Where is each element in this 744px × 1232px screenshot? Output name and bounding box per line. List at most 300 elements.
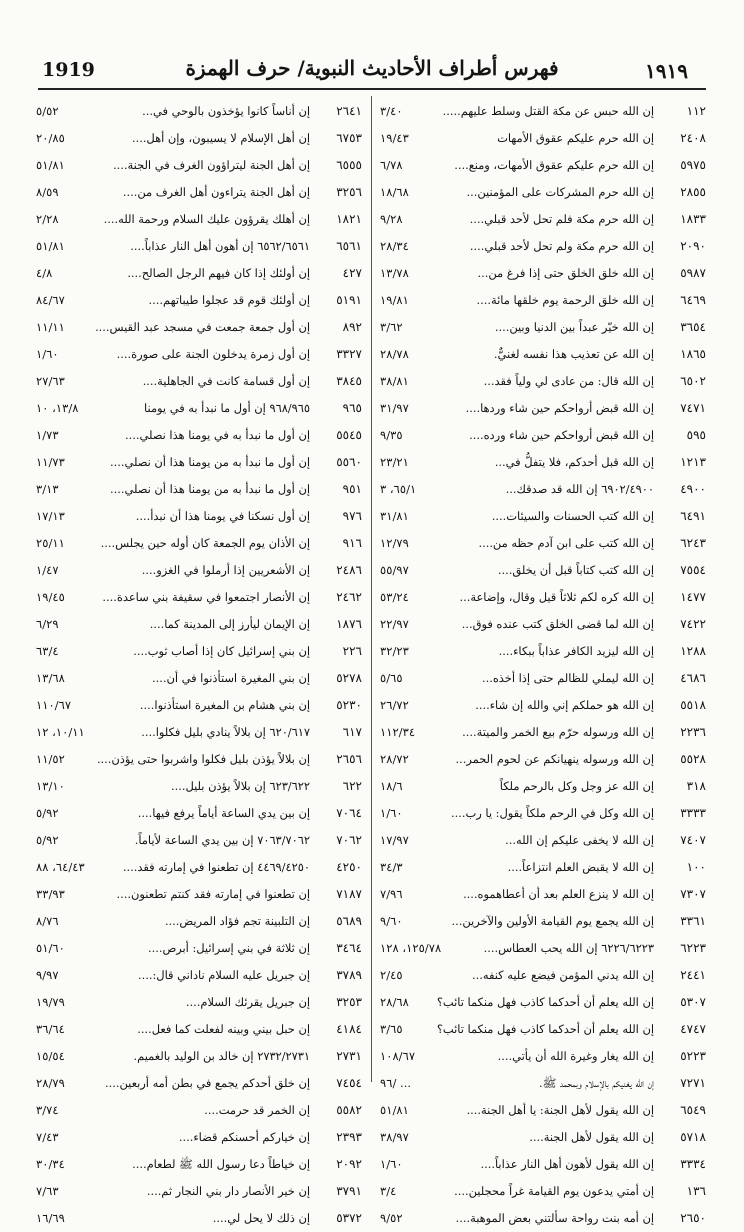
hadith-text: ٢٧٣٢/٢٧٣١ إن خالد بن الوليد بالغميم. — [133, 1049, 310, 1063]
entry-number: ١١٢ — [686, 104, 706, 118]
entry-number: ٢٢٣٦ — [680, 725, 706, 739]
entry-number: ٣٣٢٧ — [336, 347, 362, 361]
index-entry — [36, 584, 362, 611]
hadith-text: إن ذلك لا يحل لي.... — [212, 1211, 310, 1225]
index-entry — [380, 692, 706, 719]
hadith-text: إن أهلك يقرؤون عليك السلام ورحمة الله.... — [103, 212, 310, 226]
index-entry — [36, 476, 362, 503]
left-column — [36, 98, 362, 1232]
index-entry — [36, 746, 362, 773]
hadith-text: إن أناساً كانوا يؤخذون بالوحي في... — [142, 104, 310, 118]
index-entry — [36, 206, 362, 233]
entry-reference: ٣١/٩٧ — [380, 401, 409, 415]
index-entry — [380, 206, 706, 233]
index-entry — [36, 98, 362, 125]
entry-number: ٢٦٥٦ — [336, 752, 362, 766]
hadith-text: ٦٩٠٢/٤٩٠٠ إن الله قد صدقك... — [505, 482, 654, 496]
entry-reference: ٢٨/٧٩ — [36, 1076, 65, 1090]
entry-number: ٢٦٤١ — [336, 104, 362, 118]
index-entry — [380, 854, 706, 881]
entry-reference: ٢٢/٩٧ — [380, 617, 409, 631]
index-entry — [36, 287, 362, 314]
index-entry — [380, 287, 706, 314]
index-entry — [36, 1205, 362, 1232]
hadith-text: إن بني المغيرة استأذنوا في أن.... — [151, 671, 310, 685]
hadith-text: إن خياطاً دعا رسول الله ﷺ لطعام.... — [132, 1157, 310, 1171]
entry-reference: ٩/٥٢ — [380, 1211, 403, 1225]
index-entry — [36, 692, 362, 719]
entry-number: ٣٤٦٤ — [336, 941, 362, 955]
entry-reference: ٣٤/٣ — [380, 860, 403, 874]
entry-number: ٤٧٤٧ — [680, 1022, 706, 1036]
index-entry — [380, 1124, 706, 1151]
entry-number: ٧٤٧١ — [680, 401, 706, 415]
hadith-text: إن الله يغنيكم بالإسلام وبمحمد ﷺ. — [539, 1076, 654, 1090]
entry-reference: ٣٠/٣٤ — [36, 1157, 65, 1171]
index-entry — [36, 989, 362, 1016]
index-entry — [380, 962, 706, 989]
hadith-text: إن الله لا ينزع العلم بعد أن أعطاهموه.... — [463, 887, 654, 901]
index-entry — [36, 962, 362, 989]
hadith-text: إن أول ما نبدأ به في يومنا هذا نصلي.... — [125, 428, 310, 442]
entry-number: ٥٩٨٧ — [680, 266, 706, 280]
hadith-text: إن الله ورسوله ينهيانكم عن لحوم الحمر... — [455, 752, 654, 766]
page-number-arabic: ١٩١٩ — [645, 59, 688, 83]
index-entry — [380, 746, 706, 773]
entry-reference: ٦٣/٤ — [36, 644, 59, 658]
entry-reference: ١/٤٧ — [36, 563, 59, 577]
index-entry — [36, 881, 362, 908]
entry-reference: ٢٨/٧٢ — [380, 752, 409, 766]
index-entry — [36, 503, 362, 530]
hadith-text: إن الله ليملي للظالم حتى إذا أخذه... — [481, 671, 654, 685]
index-entry — [380, 368, 706, 395]
entry-number: ١٠٠ — [686, 860, 706, 874]
entry-number: ٣٧٩١ — [336, 1184, 362, 1198]
index-entry — [380, 935, 706, 962]
index-entry — [380, 179, 706, 206]
hadith-text: إن الإيمان ليأرز إلى المدينة كما.... — [149, 617, 310, 631]
page-number-latin: 1919 — [42, 59, 95, 81]
entry-number: ٦٤٩١ — [680, 509, 706, 523]
entry-reference: ١٩/٤٣ — [380, 131, 409, 145]
entry-number: ٢٧٣١ — [336, 1049, 362, 1063]
index-entry — [380, 719, 706, 746]
index-entry — [380, 395, 706, 422]
index-entry — [36, 314, 362, 341]
entry-reference: ٥/٩٢ — [36, 806, 59, 820]
index-entry — [36, 260, 362, 287]
hadith-text: إن الله هو حملكم إني والله إن شاء.... — [475, 698, 654, 712]
hadith-text: إن أول ما نبدأ به من يومنا هذا أن نصلي.... — [110, 482, 310, 496]
hadith-text: إن الله يجمع يوم القيامة الأولين والآخرين... — [451, 914, 654, 928]
entry-reference: ٨/٥٩ — [36, 185, 59, 199]
index-entry — [380, 800, 706, 827]
index-entry — [36, 800, 362, 827]
index-entry — [36, 152, 362, 179]
entry-reference: ٣/١٣ — [36, 482, 59, 496]
index-entry — [380, 989, 706, 1016]
entry-reference: ٣/٤ — [380, 1184, 397, 1198]
index-entry — [380, 665, 706, 692]
entry-reference: ١٥/٥٤ — [36, 1049, 65, 1063]
hadith-text: إن الأنصار اجتمعوا في سقيفة بني ساعدة.... — [102, 590, 310, 604]
page-title: فهرس أطراف الأحاديث النبوية/ حرف الهمزة — [185, 56, 559, 80]
index-entry — [36, 854, 362, 881]
entry-reference: ٣٣/٩٣ — [36, 887, 65, 901]
index-entry — [36, 1178, 362, 1205]
hadith-text: إن أول ما نبدأ به من يومنا هذا أن نصلي.... — [110, 455, 310, 469]
entry-reference: ١٠/١١، ١٢ — [36, 725, 85, 739]
hadith-text: إن أمه بنت رواحة سألتني بعض الموهبة.... — [455, 1211, 654, 1225]
index-entry — [380, 1205, 706, 1232]
entry-number: ٥٩٧٥ — [680, 158, 706, 172]
entry-reference: ٣/٦٥ — [380, 1022, 403, 1036]
entry-number: ١٨٦٥ — [680, 347, 706, 361]
entry-number: ٧٠٦٢ — [336, 833, 362, 847]
hadith-text: إن أول جمعة جمعت في مسجد عبد القيس.... — [95, 320, 310, 334]
entry-reference: ١٨/٦ — [380, 779, 403, 793]
hadith-text: إن أمتي يدعون يوم القيامة غراً محجلين.... — [454, 1184, 654, 1198]
entry-number: ٣٨٤٥ — [336, 374, 362, 388]
hadith-text: إن الله حبس عن مكة القتل وسلط عليهم..... — [442, 104, 654, 118]
hadith-text: إن الله قبض أرواحكم حين شاء وردها.... — [465, 401, 654, 415]
entry-reference: ١٢٥/٧٨، ١٢٨ — [380, 941, 442, 955]
entry-number: ٥٩٥ — [686, 428, 706, 442]
hadith-text: إن خلق أحدكم يجمع في بطن أمه أربعين.... — [105, 1076, 310, 1090]
entry-number: ٢٤٦٢ — [336, 590, 362, 604]
entry-number: ١٢١٣ — [680, 455, 706, 469]
entry-number: ٥٦٨٩ — [336, 914, 362, 928]
column-divider — [371, 96, 372, 1082]
entry-reference: ٥١/٨١ — [36, 158, 65, 172]
entry-reference: ٥١/٨١ — [380, 1103, 409, 1117]
entry-number: ٥٣٧٢ — [336, 1211, 362, 1225]
entry-number: ٤٩٠٠ — [680, 482, 706, 496]
hadith-text: إن الله كتب الحسنات والسيئات.... — [491, 509, 654, 523]
index-entry — [36, 611, 362, 638]
page-header — [38, 56, 706, 86]
entry-number: ٧٣٠٧ — [680, 887, 706, 901]
index-entry — [380, 1070, 706, 1097]
hadith-text: إن الله كتب كتاباً قبل أن يخلق.... — [497, 563, 654, 577]
entry-reference: ٩/٢٨ — [380, 212, 403, 226]
index-entry — [380, 1043, 706, 1070]
hadith-text: إن الله خلق الخلق حتى إذا فرغ من... — [477, 266, 654, 280]
entry-reference: ١١٠/٦٧ — [36, 698, 72, 712]
index-entry — [36, 908, 362, 935]
entry-reference: ١٧/٩٧ — [380, 833, 409, 847]
entry-reference: ١١٢/٣٤ — [380, 725, 416, 739]
hadith-text: إن جبريل عليه السلام ناداني قال:.... — [137, 968, 310, 982]
entry-number: ٣٢٥٦ — [336, 185, 362, 199]
hadith-text: إن أولئك قوم قد عجلوا طيباتهم.... — [148, 293, 310, 307]
entry-number: ٢٢٦ — [342, 644, 362, 658]
index-entry — [380, 1178, 706, 1205]
hadith-text: إن الله لما قضى الخلق كتب عنده فوق... — [461, 617, 654, 631]
entry-number: ٦٤٦٩ — [680, 293, 706, 307]
hadith-text: إن الله وكل في الرحم ملكاً يقول: يا رب.... — [451, 806, 654, 820]
entry-number: ١٨٣٣ — [680, 212, 706, 226]
index-entry — [380, 476, 706, 503]
index-entry — [380, 314, 706, 341]
entry-number: ٤٦٨٦ — [680, 671, 706, 685]
entry-reference: ١٣/١٠ — [36, 779, 65, 793]
entry-reference: ١/٦٠ — [380, 806, 403, 820]
hadith-text: ٧٠٦٣/٧٠٦٢ إن بين يدي الساعة لأياماً. — [134, 833, 310, 847]
hadith-text: إن الله يقول لأهون أهل النار عذاباً.... — [480, 1157, 654, 1171]
entry-reference: ٣/٧٤ — [36, 1103, 59, 1117]
hadith-text: إن الله يعلم أن أحدكما كاذب فهل منكما تائب؟ — [436, 1022, 654, 1036]
hadith-text: إن التلبينة تجم فؤاد المريض.... — [164, 914, 310, 928]
hadith-text: إن الله كره لكم ثلاثاً قيل وقال، وإضاعة... — [459, 590, 654, 604]
hadith-text: إن الله قال: من عادى لي ولياً فقد... — [483, 374, 654, 388]
hadith-text: إن الله كتب على ابن آدم حظه من.... — [478, 536, 654, 550]
entry-number: ٢٣٩٣ — [336, 1130, 362, 1144]
entry-reference: ٩/٣٥ — [380, 428, 403, 442]
hadith-text: إن بني هشام بن المغيرة استأذنوا.... — [139, 698, 310, 712]
hadith-text: إن بين يدي الساعة أياماً يرفع فيها.... — [137, 806, 310, 820]
entry-reference: ١١/٧٣ — [36, 455, 65, 469]
entry-reference: ١٩/٧٩ — [36, 995, 65, 1009]
entry-reference: ٥/٩٢ — [36, 833, 59, 847]
entry-number: ٩٧٦ — [342, 509, 362, 523]
entry-reference: ٢٦/٧٢ — [380, 698, 409, 712]
hadith-text: إن أول زمرة يدخلون الجنة على صورة.... — [116, 347, 310, 361]
entry-reference: ٥٥/٩٧ — [380, 563, 409, 577]
hadith-text: إن الله عز وجل وكل بالرحم ملكاً — [499, 779, 654, 793]
hadith-text: إن خير الأنصار دار بني النجار ثم.... — [146, 1184, 310, 1198]
entry-number: ٦١٧ — [342, 725, 362, 739]
entry-number: ٨٩٢ — [342, 320, 362, 334]
right-column — [380, 98, 706, 1232]
entry-reference: ١٣/٦٨ — [36, 671, 65, 685]
entry-reference: ٣٢/٢٣ — [380, 644, 409, 658]
entry-number: ٥٢٣٠ — [336, 698, 362, 712]
index-entry — [36, 1043, 362, 1070]
entry-reference: ١٣/٨، ١٠ — [36, 401, 79, 415]
index-entry — [36, 638, 362, 665]
hadith-text: ٦٢٣/٦٢٢ إن بلالاً يؤذن بليل.... — [170, 779, 310, 793]
entry-number: ٦٢٤٣ — [680, 536, 706, 550]
entry-reference: ١٩/٤٥ — [36, 590, 65, 604]
entry-reference: ٣٨/٨١ — [380, 374, 409, 388]
entry-number: ٣١٨ — [686, 779, 706, 793]
hadith-text: إن خياركم أحسنكم قضاء.... — [178, 1130, 310, 1144]
hadith-text: ٩٦٨/٩٦٥ إن أول ما نبدأ به في يومنا — [144, 401, 310, 415]
hadith-text: ٦٢٢٦/٦٢٢٣ إن الله يحب العطاس.... — [483, 941, 654, 955]
index-entry — [380, 611, 706, 638]
hadith-text: إن الله حرم عليكم عقوق الأمهات، ومنع.... — [454, 158, 654, 172]
entry-number: ٥٥٨٢ — [336, 1103, 362, 1117]
hadith-text: إن الله لا يقبض العلم انتزاعاً.... — [507, 860, 654, 874]
index-entry — [36, 557, 362, 584]
index-entry — [36, 773, 362, 800]
entry-reference: ٧/٦٣ — [36, 1184, 59, 1198]
entry-number: ٢٤٤١ — [680, 968, 706, 982]
entry-number: ٥٧١٨ — [680, 1130, 706, 1144]
index-entry — [380, 584, 706, 611]
entry-reference: ١٠٨/٦٧ — [380, 1049, 416, 1063]
entry-reference: ... /٩٦ — [380, 1076, 412, 1090]
entry-reference: ٢٨/٦٨ — [380, 995, 409, 1009]
hadith-text: إن جبريل يقرئك السلام.... — [185, 995, 310, 1009]
hadith-text: إن الله يغار وغيرة الله أن يأتي.... — [497, 1049, 654, 1063]
entry-reference: ١/٦٠ — [36, 347, 59, 361]
hadith-text: إن بني إسرائيل كان إذا أصاب ثوب.... — [133, 644, 310, 658]
hadith-text: إن تطعنوا في إمارته فقد كنتم تطعنون.... — [116, 887, 310, 901]
index-entry — [380, 530, 706, 557]
entry-number: ٩٦٥ — [342, 401, 362, 415]
entry-number: ٧٢٧١ — [680, 1076, 706, 1090]
entry-reference: ١/٦٠ — [380, 1157, 403, 1171]
entry-reference: ٢٨/٣٤ — [380, 239, 409, 253]
entry-reference: ٦/٧٨ — [380, 158, 403, 172]
index-entry — [36, 530, 362, 557]
entry-reference: ١٢/٧٩ — [380, 536, 409, 550]
hadith-text: ٤٤٦٩/٤٢٥٠ إن تطعنوا في إمارته فقد.... — [122, 860, 310, 874]
entry-number: ٢٠٩٠ — [680, 239, 706, 253]
entry-number: ٥٥١٨ — [680, 698, 706, 712]
entry-number: ٧١٨٧ — [336, 887, 362, 901]
hadith-text: إن الله يدني المؤمن فيضع عليه كنفه... — [472, 968, 654, 982]
entry-reference: ١٩/٨١ — [380, 293, 409, 307]
header-rule — [38, 88, 706, 90]
entry-reference: ١١/١١ — [36, 320, 65, 334]
entry-reference: ٩/٦٠ — [380, 914, 403, 928]
index-entry — [36, 422, 362, 449]
entry-number: ٦٥٠٢ — [680, 374, 706, 388]
hadith-text: إن حبل بيني وبينه لفعلت كما فعل.... — [137, 1022, 310, 1036]
index-entry — [380, 449, 706, 476]
entry-number: ٧٥٥٤ — [680, 563, 706, 577]
entry-reference: ٢٥/١١ — [36, 536, 65, 550]
hadith-text: إن ثلاثة في بني إسرائيل: أبرص.... — [147, 941, 310, 955]
entry-number: ٤٢٥٠ — [336, 860, 362, 874]
hadith-text: ٦٢٠/٦١٧ إن بلالاً ينادي بليل فكلوا.... — [141, 725, 310, 739]
entry-reference: ١/٧٣ — [36, 428, 59, 442]
entry-reference: ٢٠/٨٥ — [36, 131, 65, 145]
hadith-text: إن الله قبل أحدكم، فلا يتفلُّ في... — [494, 455, 654, 469]
index-entry — [36, 1151, 362, 1178]
entry-number: ٩١٦ — [342, 536, 362, 550]
hadith-text: إن الله حرم عليكم عقوق الأمهات — [497, 131, 654, 145]
entry-reference: ١٧/١٣ — [36, 509, 65, 523]
index-entry — [36, 665, 362, 692]
hadith-text: إن الخمر قد حرمت.... — [204, 1103, 310, 1117]
index-entry — [36, 368, 362, 395]
entry-number: ٢٦٥٠ — [680, 1211, 706, 1225]
entry-number: ٧٤٠٧ — [680, 833, 706, 847]
entry-reference: ٧/٤٣ — [36, 1130, 59, 1144]
entry-number: ٥٥٤٥ — [336, 428, 362, 442]
entry-reference: ١٣/٧٨ — [380, 266, 409, 280]
entry-reference: ٢/٤٥ — [380, 968, 403, 982]
entry-number: ٤١٨٤ — [336, 1022, 362, 1036]
index-entry — [36, 125, 362, 152]
entry-reference: ٣/٤٠ — [380, 104, 403, 118]
entry-number: ٧٤٥٤ — [336, 1076, 362, 1090]
entry-reference: ١٦/٦٩ — [36, 1211, 65, 1225]
entry-reference: ٣١/٨١ — [380, 509, 409, 523]
entry-number: ٢٠٩٢ — [336, 1157, 362, 1171]
index-entry — [380, 98, 706, 125]
entry-number: ١٢٨٨ — [680, 644, 706, 658]
entry-reference: ٣/٦٢ — [380, 320, 403, 334]
index-entry — [36, 449, 362, 476]
hadith-text: إن أهل الجنة ليتراؤون الغرف في الجنة.... — [113, 158, 310, 172]
index-entry — [380, 1016, 706, 1043]
entry-number: ٥٥٦٠ — [336, 455, 362, 469]
entry-number: ٥٢٢٣ — [680, 1049, 706, 1063]
hadith-text: إن أهل الجنة يتراءون أهل الغرف من.... — [122, 185, 310, 199]
index-entry — [380, 908, 706, 935]
index-entry — [380, 152, 706, 179]
index-entry — [36, 179, 362, 206]
hadith-text: إن بلالاً يؤذن بليل فكلوا واشربوا حتى يؤذن.... — [96, 752, 310, 766]
entry-number: ٣٣٣٤ — [680, 1157, 706, 1171]
entry-reference: ٢٧/٦٣ — [36, 374, 65, 388]
entry-number: ٢٤٠٨ — [680, 131, 706, 145]
hadith-text: إن الأذان يوم الجمعة كان أوله حين يجلس.... — [100, 536, 310, 550]
index-entry — [380, 881, 706, 908]
entry-number: ٥٣٠٧ — [680, 995, 706, 1009]
index-entry — [380, 503, 706, 530]
index-entry — [380, 1097, 706, 1124]
entry-number: ٢٤٨٦ — [336, 563, 362, 577]
entry-number: ١٣٦ — [686, 1184, 706, 1198]
index-entry — [380, 341, 706, 368]
entry-number: ٣٧٨٩ — [336, 968, 362, 982]
entry-reference: ٣٨/٩٧ — [380, 1130, 409, 1144]
entry-number: ٦٧٥٣ — [336, 131, 362, 145]
entry-reference: ٥٣/٢٤ — [380, 590, 409, 604]
index-entry — [380, 233, 706, 260]
hadith-text: إن الله ليزيد الكافر عذاباً ببكاء.... — [498, 644, 654, 658]
entry-number: ٢٨٥٥ — [680, 185, 706, 199]
entry-reference: ٥١/٨١ — [36, 239, 65, 253]
entry-number: ٦٥٥٥ — [336, 158, 362, 172]
index-entry — [36, 935, 362, 962]
hadith-text: إن أولئك إذا كان فيهم الرجل الصالح.... — [127, 266, 310, 280]
index-entry — [380, 773, 706, 800]
entry-reference: ٤/٨ — [36, 266, 53, 280]
index-entry — [380, 260, 706, 287]
index-entry — [36, 1016, 362, 1043]
index-entry — [380, 125, 706, 152]
entry-reference: ١١/٥٢ — [36, 752, 65, 766]
entry-number: ٦٥٤٩ — [680, 1103, 706, 1117]
hadith-text: إن الله عن تعذيب هذا نفسه لغنيٌّ. — [493, 347, 654, 361]
entry-number: ١٨٧٦ — [336, 617, 362, 631]
index-entry — [36, 1097, 362, 1124]
entry-number: ٤٢٧ — [342, 266, 362, 280]
index-entry — [380, 638, 706, 665]
entry-reference: ٨٤/٦٧ — [36, 293, 65, 307]
entry-number: ١٤٧٧ — [680, 590, 706, 604]
hadith-text: إن الله حرم المشركات على المؤمنين... — [466, 185, 654, 199]
hadith-text: إن الله يقول لأهل الجنة: يا أهل الجنة.... — [466, 1103, 654, 1117]
index-entry — [36, 395, 362, 422]
index-entry — [36, 827, 362, 854]
entry-number: ٣٢٥٣ — [336, 995, 362, 1009]
entry-reference: ٩/٩٧ — [36, 968, 59, 982]
index-entry — [380, 557, 706, 584]
hadith-text: إن أول نسكنا في يومنا هذا أن نبدأ.... — [135, 509, 310, 523]
index-entry — [36, 1124, 362, 1151]
hadith-text: ٦٥٦٢/٦٥٦١ إن أهون أهل النار عذاباً.... — [130, 239, 310, 253]
entry-reference: ٦٤/٤٣، ٨٨ — [36, 860, 85, 874]
